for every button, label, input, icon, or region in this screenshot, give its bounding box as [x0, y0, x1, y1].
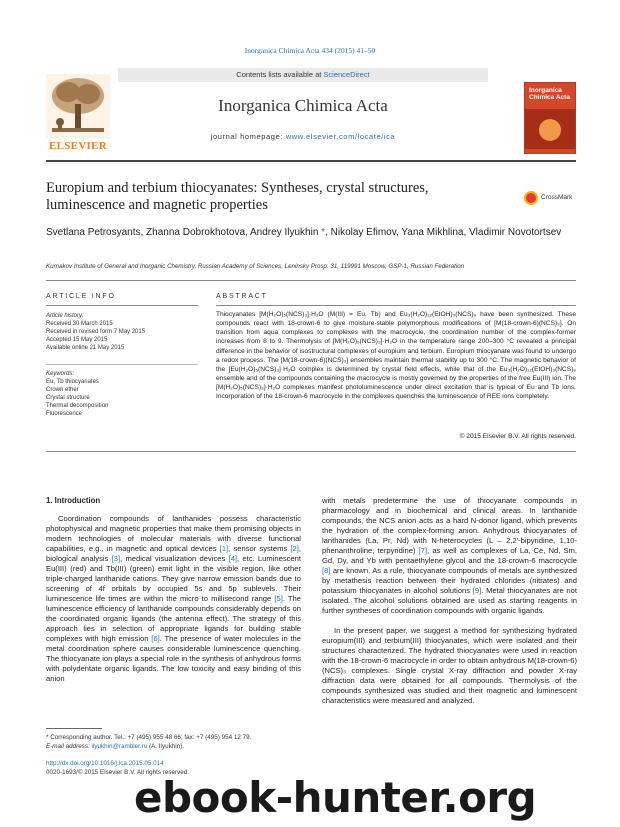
text-run: , as well as complexes of La, Ce, Nd, Sm, Gd, Dy, and Yb with pentaethylene glycol and the 18-crown-6 macrocycle — [322, 546, 577, 565]
abstract-heading: ABSTRACT — [216, 293, 268, 300]
article-info-heading: ARTICLE INFO — [46, 293, 116, 300]
keyword-item: Thermal decomposition — [46, 403, 109, 409]
intro-paragraph — [46, 514, 301, 684]
keyword-item: Fluorescence — [46, 411, 83, 417]
article-history — [46, 312, 198, 352]
history-item: Available online 21 May 2015 — [46, 345, 125, 351]
crossmark-badge[interactable] — [524, 191, 584, 207]
text-run: Coordination compounds of lanthanides possess characteristic photophysical and magnetic properties that make them promising objects in modern technologies of molecular materials with diverse functional capabilities, e.g., in magnetic and optical devices — [46, 514, 301, 553]
corresponding-author-note: * Corresponding author. Tel.: +7 (495) 955 48 66; fax: +7 (495) 954 12 79. — [46, 734, 252, 741]
citation-link[interactable]: [7] — [418, 546, 428, 555]
text-run: . The presence of water molecules in the metal coordination sphere causes considerable luminescence quenching. The thiocyanate ion plays a special role in the synthesis of anhydrous forms with polydentate organic ligands. The low toxicity and easy binding of this anion — [46, 634, 302, 683]
footnote — [46, 733, 316, 751]
affiliation-divider — [46, 280, 576, 281]
keywords-divider — [46, 364, 198, 365]
authors-first: Svetlana Petrosyants, Zhanna Dobrokhotova, Andrey Ilyukhin — [46, 227, 319, 238]
history-item: Received in revised form 7 May 2015 — [46, 329, 146, 335]
abstract-copyright: © 2015 Elsevier B.V. All rights reserved. — [459, 433, 576, 440]
intro-paragraph-2: In the present paper, we suggest a method for synthesizing hydrated europium(III) and terbium(III) thiocyanates, which were isolated and their structures characterized. The hydrated thiocyanates were used in reaction with the 18-crown-6 macrocycle in order to obtain anhydrous M(18-crown-6)(NCS)₃ complexes. Single crystal X-ray diffraction and powder X-ray diffraction data were obtained for all compounds. Thermolysis of the compounds synthesized was studied and their magnetic and luminescent characteristics were measured and analyzed. — [322, 626, 577, 705]
journal-cover-image — [524, 82, 576, 154]
email-link[interactable]: ilyukhin@rambler.ru — [91, 743, 148, 750]
masthead-divider — [46, 160, 576, 162]
text-run: , sensor systems — [228, 544, 291, 553]
keyword-item: Crown ether — [46, 387, 79, 393]
authors-rest: , Nikolay Efimov, Yana Mikhlina, Vladimir Novotortsev — [325, 227, 562, 238]
journal-masthead — [46, 68, 576, 156]
citation-link[interactable]: [8] — [322, 566, 331, 575]
article-title: Europium and terbium thiocyanates: Syntheses, crystal structures, luminescence and magnetic properties — [46, 180, 429, 213]
journal-homepage — [118, 132, 488, 141]
text-run: , biological analysis — [46, 544, 301, 563]
elsevier-tree-icon — [46, 74, 110, 138]
keyword-item: Crystal structure — [46, 395, 90, 401]
journal-title: Inorganica Chimica Acta — [218, 96, 388, 115]
citation-link[interactable]: [6] — [151, 634, 160, 643]
email-line — [46, 742, 316, 751]
homepage-link[interactable]: www.elsevier.com/locate/ica — [285, 132, 396, 141]
citation-link[interactable]: [5] — [274, 594, 283, 603]
contents-bar — [118, 68, 488, 82]
homepage-prefix: journal homepage: — [210, 132, 286, 141]
text-run: , etc. Luminescent Eu(III) (red) and Tb(III) (green) emit light in the visible region, like other triple-charged lanthanide cations. They give narrow emission bands due to screening of 4f orbitals by occupied 5s and 5p sublevels. Their luminescence life times are within the micro to millisecond range — [46, 554, 301, 603]
elsevier-wordmark: ELSEVIER — [48, 140, 108, 152]
email-label: E-mail address: — [46, 743, 92, 750]
citation-link[interactable]: [9] — [472, 586, 482, 595]
abstract-text: Thiocyanates [M(H₂O)₅(NCS)₃]·H₂O (M(III) = Eu, Tb) and Eu₃(H₂O)₁₂(EtOH)₃(NCS)₉ have been synthesized. These compounds react with 18-crown-6 to give moisture-stable polymorphous modifications of [M(18-crown-6)(NCS)₃]. On transition from aqua complexes to complexes with the macrocycle, the coordination number of the complex-former increases from 8 to 9. Thermolysis of [M(H₂O)₅(NCS)₃]·H₂O in the temperature range 200–300 °C revealed a principal difference in the behavior of isostructural complexes of europium and terbium. Europium thiocyanate was found to undergo a redox process. The [M(18-crown-6)(NCS)₃] ensembles maintain thermal stability up to 300 °C. The magnetic behavior of the [Eu(H₂O)₅(NCS)₃]·H₂O complex is determined by crystal field effects, while that of the Eu₃(H₂O)₁₂(EtOH)₃(NCS)₉ ensemble and of the compounds containing the macrocycle is mostly governed by the properties of the free Eu(III) ion. The [M(H₂O)₅(NCS)₃]·H₂O complexes manifest photoluminescence under direct excitation that is typical of Eu and Tb ions. Incorporation of the 18-crown-6 macrocycle in the complexes quenches the luminescence of REE ions completely. — [216, 311, 576, 401]
abstract-divider — [216, 305, 576, 306]
watermark: ebook-hunter.org — [134, 773, 537, 822]
cover-title: Inorganica Chimica Acta — [529, 87, 570, 101]
body-column-left — [46, 514, 301, 694]
elsevier-logo — [46, 74, 110, 154]
body-column-right — [322, 496, 577, 716]
author-list — [46, 226, 576, 239]
keyword-item: Eu, Tb thiocyanates — [46, 379, 99, 385]
text-run: . Metal thiocyanates are not isolated. The alcohol solutions obtained are used as starting reagents in further syntheses of coordination compounds with organic ligands. — [322, 586, 577, 615]
sciencedirect-link[interactable]: ScienceDirect — [323, 70, 370, 79]
introduction-heading: 1. Introduction — [46, 496, 101, 505]
journal-reference[interactable]: Inorganica Chimica Acta 434 (2015) 41–50 — [244, 46, 376, 55]
text-run: with metals predetermine the use of thiocyanate compounds in pharmacology and in biochemical and clinical areas. In lanthanide compounds, the NCS anion acts as a hard N-donor ligand, which prevents the hydration of the complex-forming anion. Anhydrous thiocyanates of lanthanides (La, Pr, Nd) with N-heterocycles (L – 2,2′-bipyridine, 1,10-phenanthroline, terpyridine) — [322, 496, 577, 555]
history-item: Received 30 March 2015 — [46, 321, 113, 327]
text-run: are known. As a rule, thiocyanate compounds of metals are synthesized by metathesis reaction between their hydrated chlorides (nitrates) and potassium thiocyanates in alcohol solutions — [322, 566, 577, 595]
doi-link[interactable]: http://dx.doi.org/10.1016/j.ica.2015.05.014 — [46, 760, 164, 767]
keywords — [46, 370, 198, 418]
masthead-center — [118, 68, 488, 156]
footnote-divider — [46, 728, 102, 729]
crossmark-icon — [524, 191, 538, 205]
contents-prefix: Contents lists available at — [236, 70, 324, 79]
issn-copyright: 0020-1693/© 2015 Elsevier B.V. All rights reserved. — [46, 769, 190, 776]
citation-link[interactable]: [4] — [228, 554, 238, 563]
citation-link[interactable]: [2] — [290, 544, 299, 553]
citation-link[interactable]: [3] — [111, 554, 121, 563]
text-run: , medical visualization devices — [120, 554, 229, 563]
text-run: . The luminescence efficiency of lanthanide compounds considerably depends on the coordinated organic ligands (the antenna effect). The strategy of this approach lies in selection of appropriate ligands for building stable complexes with high emission — [46, 594, 301, 643]
intro-paragraph-continued — [322, 496, 577, 616]
author-affiliation: Kurnakov Institute of General and Inorganic Chemistry, Russian Academy of Sciences, Leninsky Prosp. 31, 119991 Moscow, GSP-1, Russian Federation — [46, 263, 465, 270]
citation-link[interactable]: [1] — [219, 544, 229, 553]
history-item: Accepted 15 May 2015 — [46, 337, 108, 343]
cover-graphic — [539, 119, 561, 141]
crossmark-label: CrossMark — [541, 194, 573, 201]
article-info-divider — [46, 305, 198, 306]
email-suffix: (A. Ilyukhin). — [147, 743, 184, 750]
keywords-label: Keywords: — [46, 371, 75, 377]
history-label: Article history: — [46, 313, 84, 319]
abstract-bottom-divider — [46, 451, 576, 452]
corresponding-author-mark[interactable]: * — [318, 227, 326, 238]
